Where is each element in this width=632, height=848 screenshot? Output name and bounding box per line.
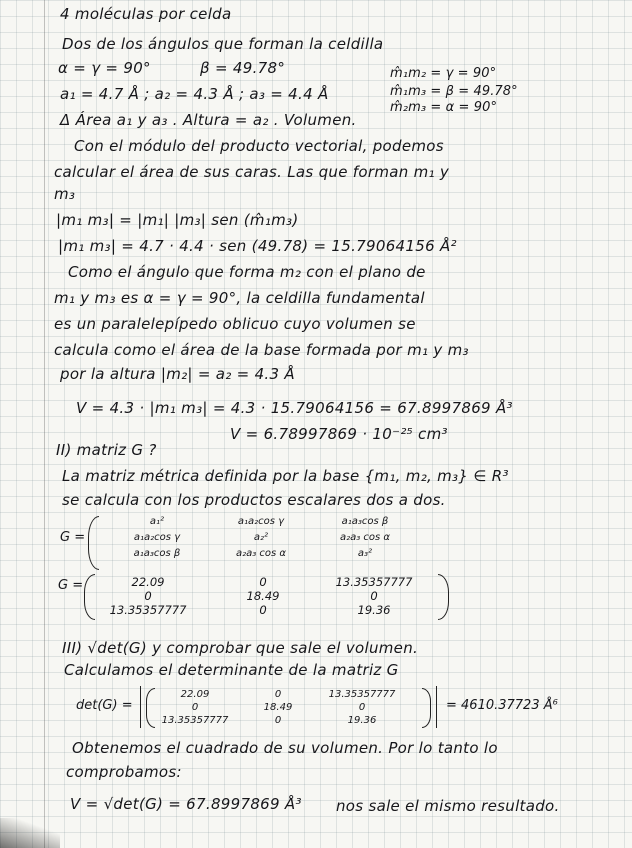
matrix-cell: 0 <box>259 575 267 589</box>
text-line-18: La matriz métrica definida por la base {m₁, m₂, m₃} ∈ R³ <box>62 467 509 485</box>
text-line-21: Calculamos el determinante de la matriz G <box>64 661 399 679</box>
matrix-cell: 0 <box>144 589 152 603</box>
metric-matrix-numeric <box>58 572 478 620</box>
matrix-cell: 18.49 <box>263 702 293 713</box>
text-line-13: calcula como el área de la base formada por m₁ y m₃ <box>54 341 469 359</box>
section-iii-heading: III) √det(G) y comprobar que sale el volumen. <box>62 639 419 657</box>
matrix-cell: 0 <box>358 702 366 713</box>
volume-cm3: V = 6.78997869 · 10⁻²⁵ cm³ <box>230 425 448 443</box>
matrix-cell: 13.35357777 <box>328 689 396 700</box>
angle-m1m3: m̂₁m₃ = β = 49.78° <box>390 84 518 99</box>
matrix-cell: 13.35357777 <box>335 575 413 589</box>
text-line-24: comprobamos: <box>66 763 182 781</box>
matrix-cell: a₂a₃ cos α <box>235 548 287 559</box>
text-line-05: Con el módulo del producto vectorial, podemos <box>74 137 444 155</box>
metric-matrix-symbolic <box>58 512 458 572</box>
matrix-label: G = <box>60 530 86 545</box>
text-line-06: calcular el área de sus caras. Las que forman m₁ y <box>54 163 450 181</box>
area-height-volume-note: Δ Área a₁ y a₃ . Altura = a₂ . Volumen. <box>60 111 357 129</box>
det-bar-left <box>140 686 141 728</box>
matrix-cell: 13.35357777 <box>109 603 187 617</box>
height-line: por la altura |m₂| = a₂ = 4.3 Å <box>60 365 295 383</box>
matrix-cell: 22.09 <box>131 575 165 589</box>
angle-m1m2: m̂₁m₂ = γ = 90° <box>390 66 497 81</box>
matrix-cell: a₂² <box>253 532 269 543</box>
right-paren <box>438 574 449 620</box>
volume-formula: V = 4.3 · |m₁ m₃| = 4.3 · 15.79064156 = 67.8997869 Å³ <box>76 399 513 417</box>
cell-angles-heading: Dos de los ángulos que forman la celdilla <box>62 35 384 53</box>
text-line-07: m₃ <box>54 185 76 203</box>
cell-lengths: a₁ = 4.7 Å ; a₂ = 4.3 Å ; a₃ = 4.4 Å <box>60 85 329 103</box>
determinant-expression <box>76 684 596 732</box>
matrix-cell: 0 <box>370 589 378 603</box>
angle-m2m3: m̂₂m₃ = α = 90° <box>390 100 498 115</box>
det-result: = 4610.37723 Å⁶ <box>446 698 558 713</box>
final-volume: V = √det(G) = 67.8997869 Å³ <box>70 795 302 813</box>
cross-product-result: |m₁ m₃| = 4.7 · 4.4 · sen (49.78) = 15.79064156 Å² <box>58 237 457 255</box>
matrix-cell: a₁a₃cos β <box>341 516 389 527</box>
matrix-cell: a₁a₂cos γ <box>133 532 181 543</box>
left-paren <box>88 516 99 570</box>
text-line-12: es un paralelepípedo oblicuo cuyo volumen se <box>54 315 416 333</box>
det-bar-right <box>436 686 437 728</box>
matrix-cell: 18.49 <box>246 589 280 603</box>
matrix-cell: 0 <box>259 603 267 617</box>
matrix-cell: a₁a₂cos γ <box>237 516 285 527</box>
matrix-cell: 19.36 <box>347 715 377 726</box>
text-line-23: Obtenemos el cuadrado de su volumen. Por lo tanto lo <box>72 739 498 757</box>
same-result-note: nos sale el mismo resultado. <box>336 797 560 815</box>
matrix-cell: 19.36 <box>357 603 391 617</box>
matrix-cell: a₁² <box>149 516 165 527</box>
matrix-cell: 0 <box>191 702 199 713</box>
matrix-cell: a₃² <box>357 548 373 559</box>
matrix-cell: a₂a₃ cos α <box>339 532 391 543</box>
text-line-11: m₁ y m₃ es α = γ = 90°, la celdilla fundamental <box>54 289 425 307</box>
matrix-cell: 0 <box>274 715 282 726</box>
matrix-cell: 13.35357777 <box>161 715 229 726</box>
section-ii-heading: II) matriz G ? <box>56 441 157 459</box>
cross-product-formula: |m₁ m₃| = |m₁| |m₃| sen (m̂₁m₃) <box>56 211 299 229</box>
alpha-gamma-values: α = γ = 90° <box>58 59 151 77</box>
margin-line <box>44 0 45 848</box>
matrix-cell: 0 <box>274 689 282 700</box>
matrix-cell: 22.09 <box>180 689 210 700</box>
matrix-label: G = <box>58 578 84 593</box>
right-paren <box>422 688 431 728</box>
molecules-per-cell-line: 4 moléculas por celda <box>60 5 232 23</box>
beta-value: β = 49.78° <box>200 59 286 77</box>
text-line-19: se calcula con los productos escalares dos a dos. <box>62 491 446 509</box>
matrix-cell: a₁a₃cos β <box>133 548 181 559</box>
text-line-10: Como el ángulo que forma m₂ con el plano de <box>68 263 426 281</box>
page-shadow <box>0 818 60 848</box>
det-label: det(G) = <box>76 698 133 713</box>
